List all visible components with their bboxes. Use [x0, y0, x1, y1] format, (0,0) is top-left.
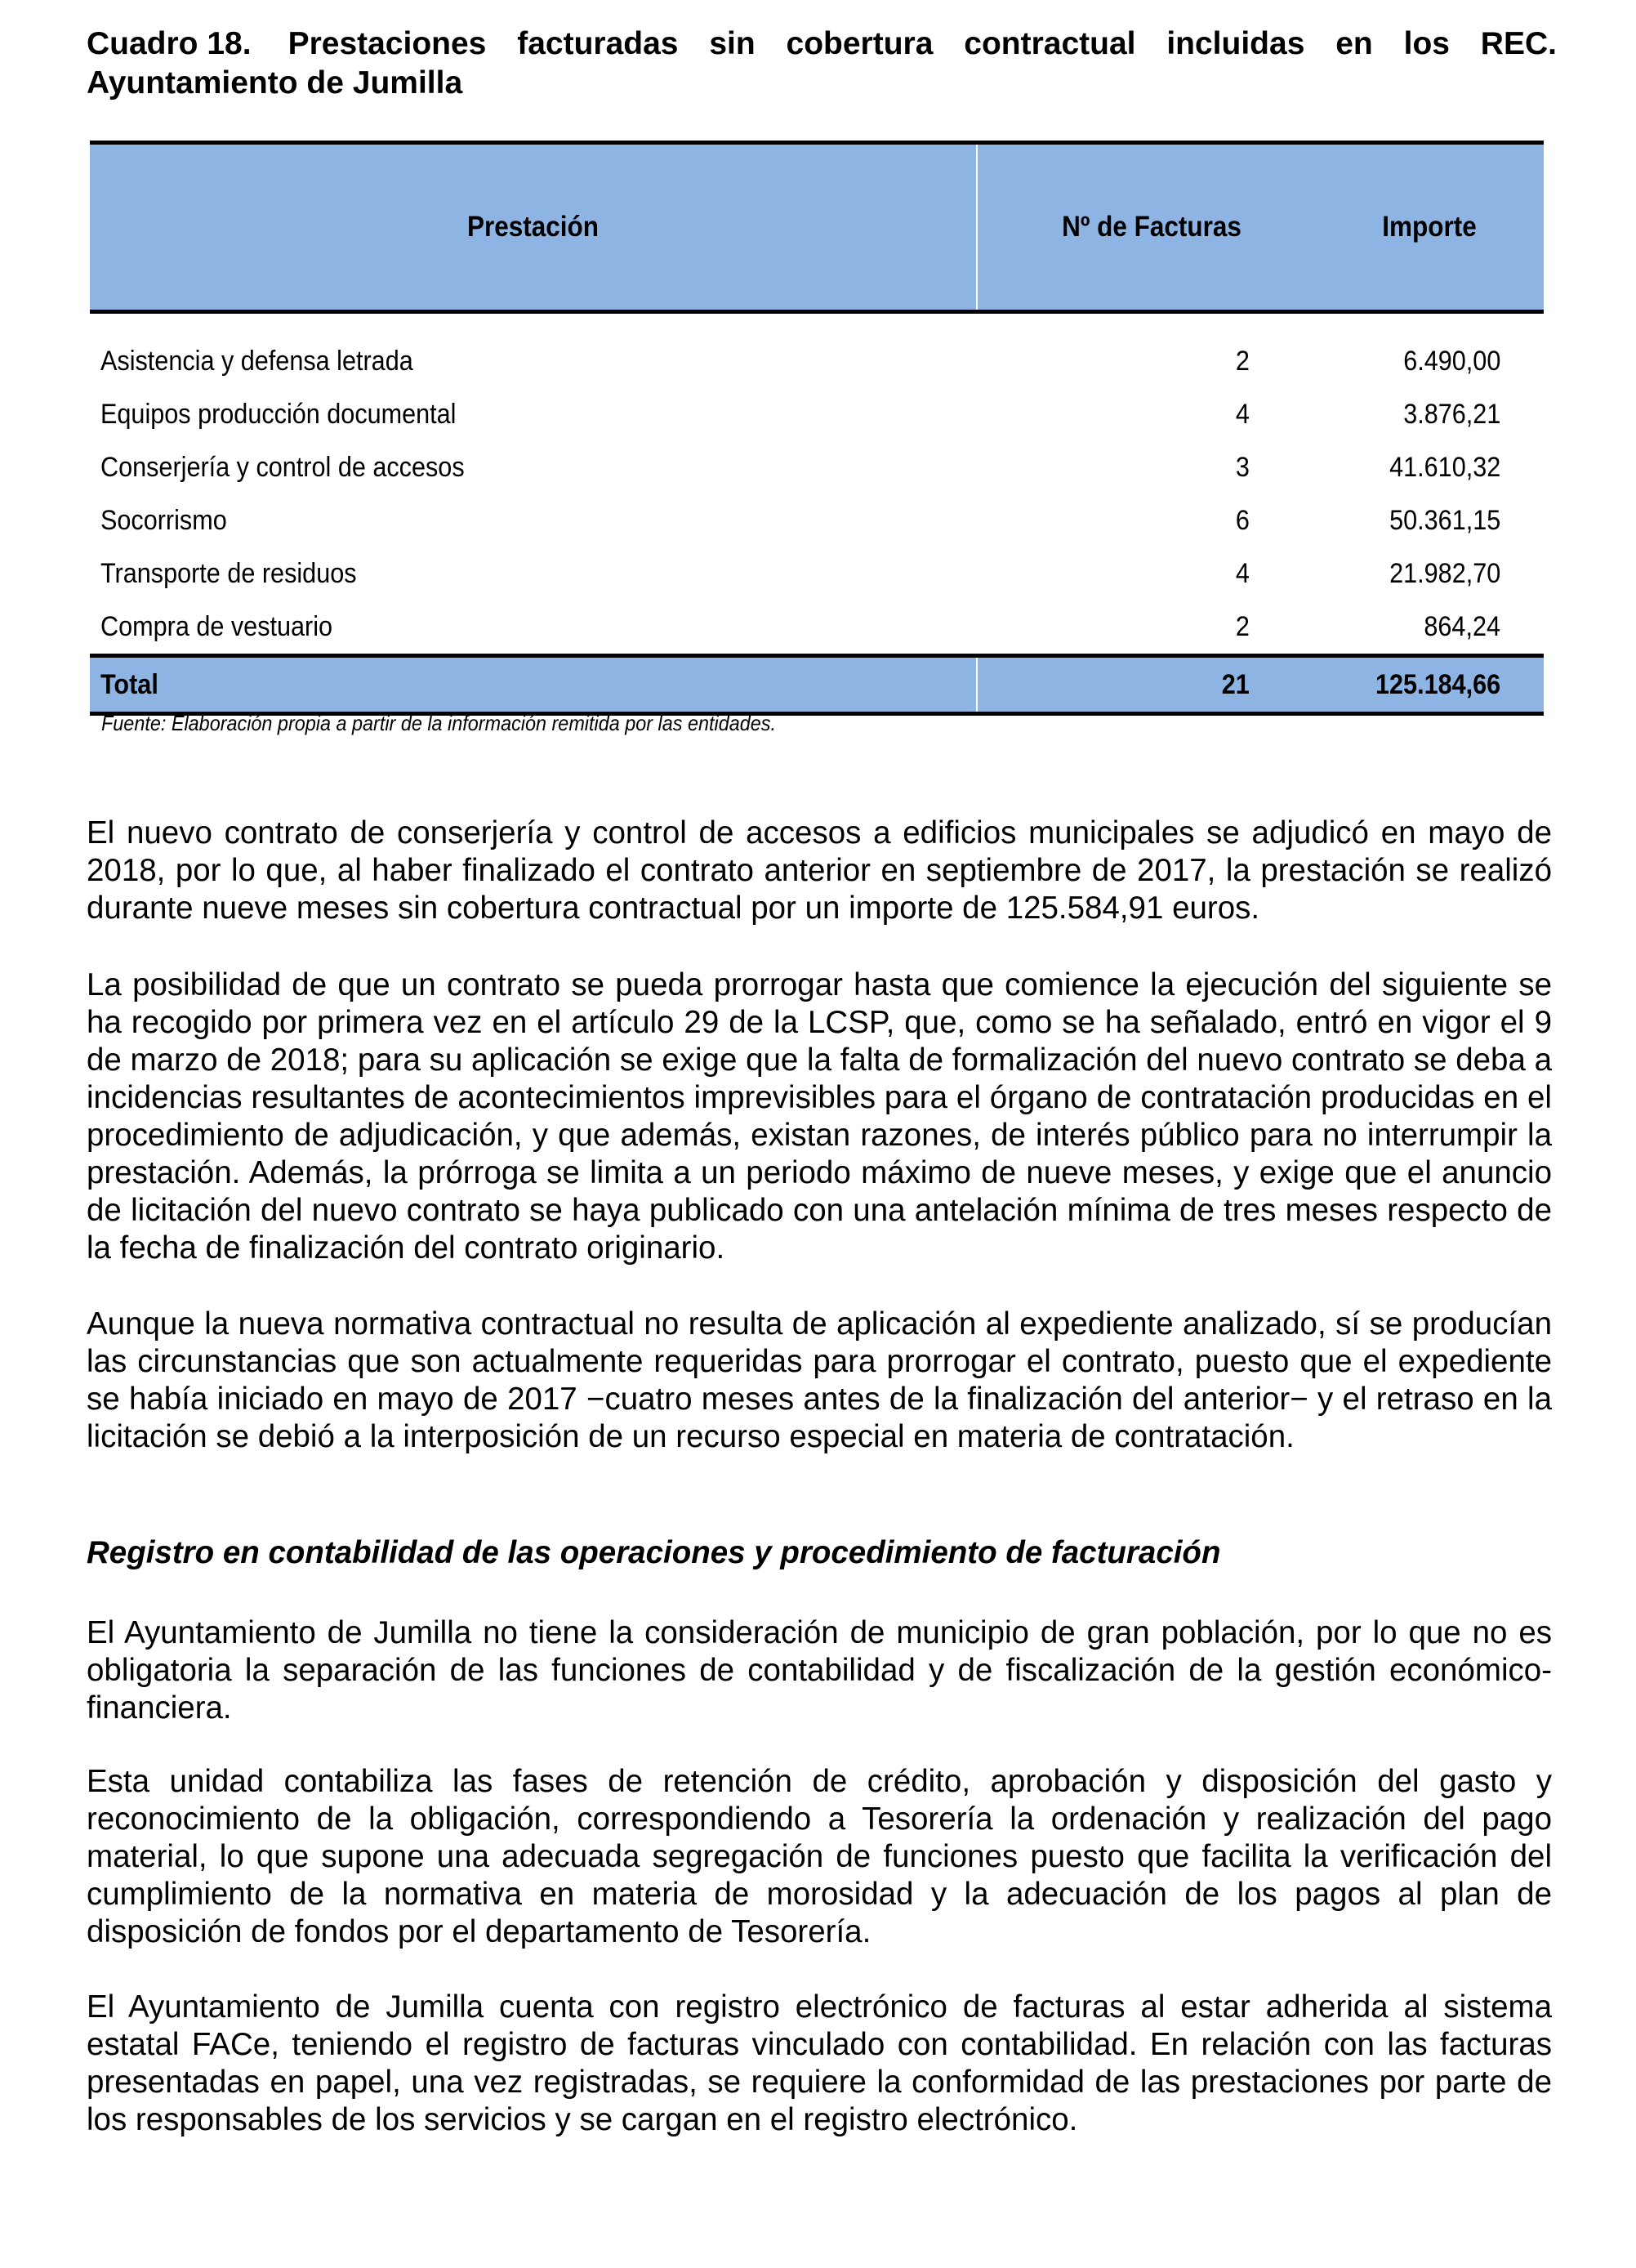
caption-number: Cuadro 18.	[87, 26, 252, 61]
cell-n-facturas: 3	[1235, 452, 1250, 483]
cell-importe: 50.361,15	[1389, 505, 1500, 536]
cell-importe: 21.982,70	[1389, 558, 1500, 589]
table-total-row	[90, 654, 1544, 716]
table-row	[90, 494, 1544, 547]
paragraph-3	[87, 1306, 1552, 1456]
table-body	[90, 314, 1544, 654]
paragraph-2	[87, 967, 1552, 1267]
total-separator	[976, 658, 978, 712]
paragraph-text: Esta unidad contabiliza las fases de retención de crédito, aprobación y disposición del gasto y reconocimiento de la obligación, correspondiendo a Tesorería la ordenación y realización del pago material, lo que supone una adecuada segregación de funciones puesto que facilita la verificación del cumplimiento de la normativa en materia de morosidad y la adecuación de los pagos al plan de disposición de fondos por el departamento de Tesorería.	[87, 1764, 1552, 1949]
section-heading: Registro en contabilidad de las operaciones y procedimiento de facturación	[87, 1535, 1221, 1570]
cell-n-facturas: 4	[1235, 558, 1250, 589]
paragraph-text: Aunque la nueva normativa contractual no resulta de aplicación al expediente analizado, sí se producían las circunstancias que son actualmente requeridas para prorrogar el contrato, puesto que el expediente se había iniciado en mayo de 2017 −cuatro meses antes de la finalización del anterior− y el retraso en la licitación se debió a la interposición de un recurso especial en materia de contratación.	[87, 1306, 1552, 1454]
paragraph-1	[87, 815, 1552, 927]
header-separator	[976, 145, 978, 310]
caption-title-line1: Prestaciones facturadas sin cobertura contractual incluidas en los REC.	[288, 26, 1557, 61]
table-source-note: Fuente: Elaboración propia a partir de la información remitida por las entidades.	[101, 711, 776, 735]
cell-importe: 864,24	[1424, 611, 1500, 642]
table-row	[90, 441, 1544, 494]
table-header	[90, 141, 1544, 314]
total-importe: 125.184,66	[1375, 668, 1500, 700]
cell-importe: 41.610,32	[1389, 452, 1500, 483]
paragraph-text: El Ayuntamiento de Jumilla no tiene la consideración de municipio de gran población, por lo que no es obligatoria la separación de las funciones de contabilidad y de fiscalización de la gestión económico-financiera.	[87, 1615, 1552, 1726]
cell-prestacion: Compra de vestuario	[100, 611, 333, 642]
cell-prestacion: Equipos producción documental	[100, 399, 457, 430]
table-caption	[87, 25, 1557, 103]
cell-importe: 3.876,21	[1402, 399, 1500, 430]
table-row	[90, 547, 1544, 600]
table-row	[90, 388, 1544, 441]
cell-n-facturas: 2	[1235, 611, 1250, 642]
paragraph-text: La posibilidad de que un contrato se pueda prorrogar hasta que comience la ejecución del siguiente se ha recogido por primera vez en el artículo 29 de la LCSP, que, como se ha señalado, entró en vigor el 9 de marzo de 2018; para su aplicación se exige que la falta de formalización del nuevo contrato se deba a incidencias resultantes de acontecimientos imprevisibles para el órgano de contratación producidas en el procedimiento de adjudicación, y que además, existan razones, de interés público para no interrumpir la prestación. Además, la prórroga se limita a un periodo máximo de nueve meses, y exige que el anuncio de licitación del nuevo contrato se haya publicado con una antelación mínima de tres meses respecto de la fecha de finalización del contrato originario.	[87, 967, 1552, 1266]
paragraph-5	[87, 1763, 1552, 1951]
paragraph-4	[87, 1614, 1552, 1727]
cell-prestacion: Conserjería y control de accesos	[100, 452, 465, 483]
invoices-table	[90, 141, 1544, 716]
caption-title-line2: Ayuntamiento de Jumilla	[87, 65, 463, 100]
paragraph-text: El Ayuntamiento de Jumilla cuenta con registro electrónico de facturas al estar adherida al sistema estatal FACe, teniendo el registro de facturas vinculado con contabilidad. En relación con las facturas presentadas en papel, una vez registradas, se requiere la conformidad de las prestaciones por parte de los responsables de los servicios y se cargan en el registro electrónico.	[87, 1989, 1552, 2137]
header-n-facturas: Nº de Facturas	[1062, 211, 1241, 243]
table-row	[90, 600, 1544, 654]
cell-prestacion: Transporte de residuos	[100, 558, 357, 589]
cell-prestacion: Asistencia y defensa letrada	[100, 346, 413, 377]
cell-n-facturas: 2	[1235, 346, 1250, 377]
cell-prestacion: Socorrismo	[100, 505, 227, 536]
cell-n-facturas: 6	[1235, 505, 1250, 536]
paragraph-text: El nuevo contrato de conserjería y control de accesos a edificios municipales se adjudicó en mayo de 2018, por lo que, al haber finalizado el contrato anterior en septiembre de 2017, la prestación se realizó durante nueve meses sin cobertura contractual por un importe de 125.584,91 euros.	[87, 815, 1552, 926]
cell-importe: 6.490,00	[1402, 346, 1500, 377]
header-prestacion: Prestación	[466, 211, 600, 243]
paragraph-6	[87, 1989, 1552, 2139]
table-row	[90, 335, 1544, 388]
total-n-facturas: 21	[1221, 668, 1250, 700]
cell-n-facturas: 4	[1235, 399, 1250, 430]
header-importe: Importe	[1382, 211, 1477, 243]
total-label: Total	[100, 668, 158, 700]
